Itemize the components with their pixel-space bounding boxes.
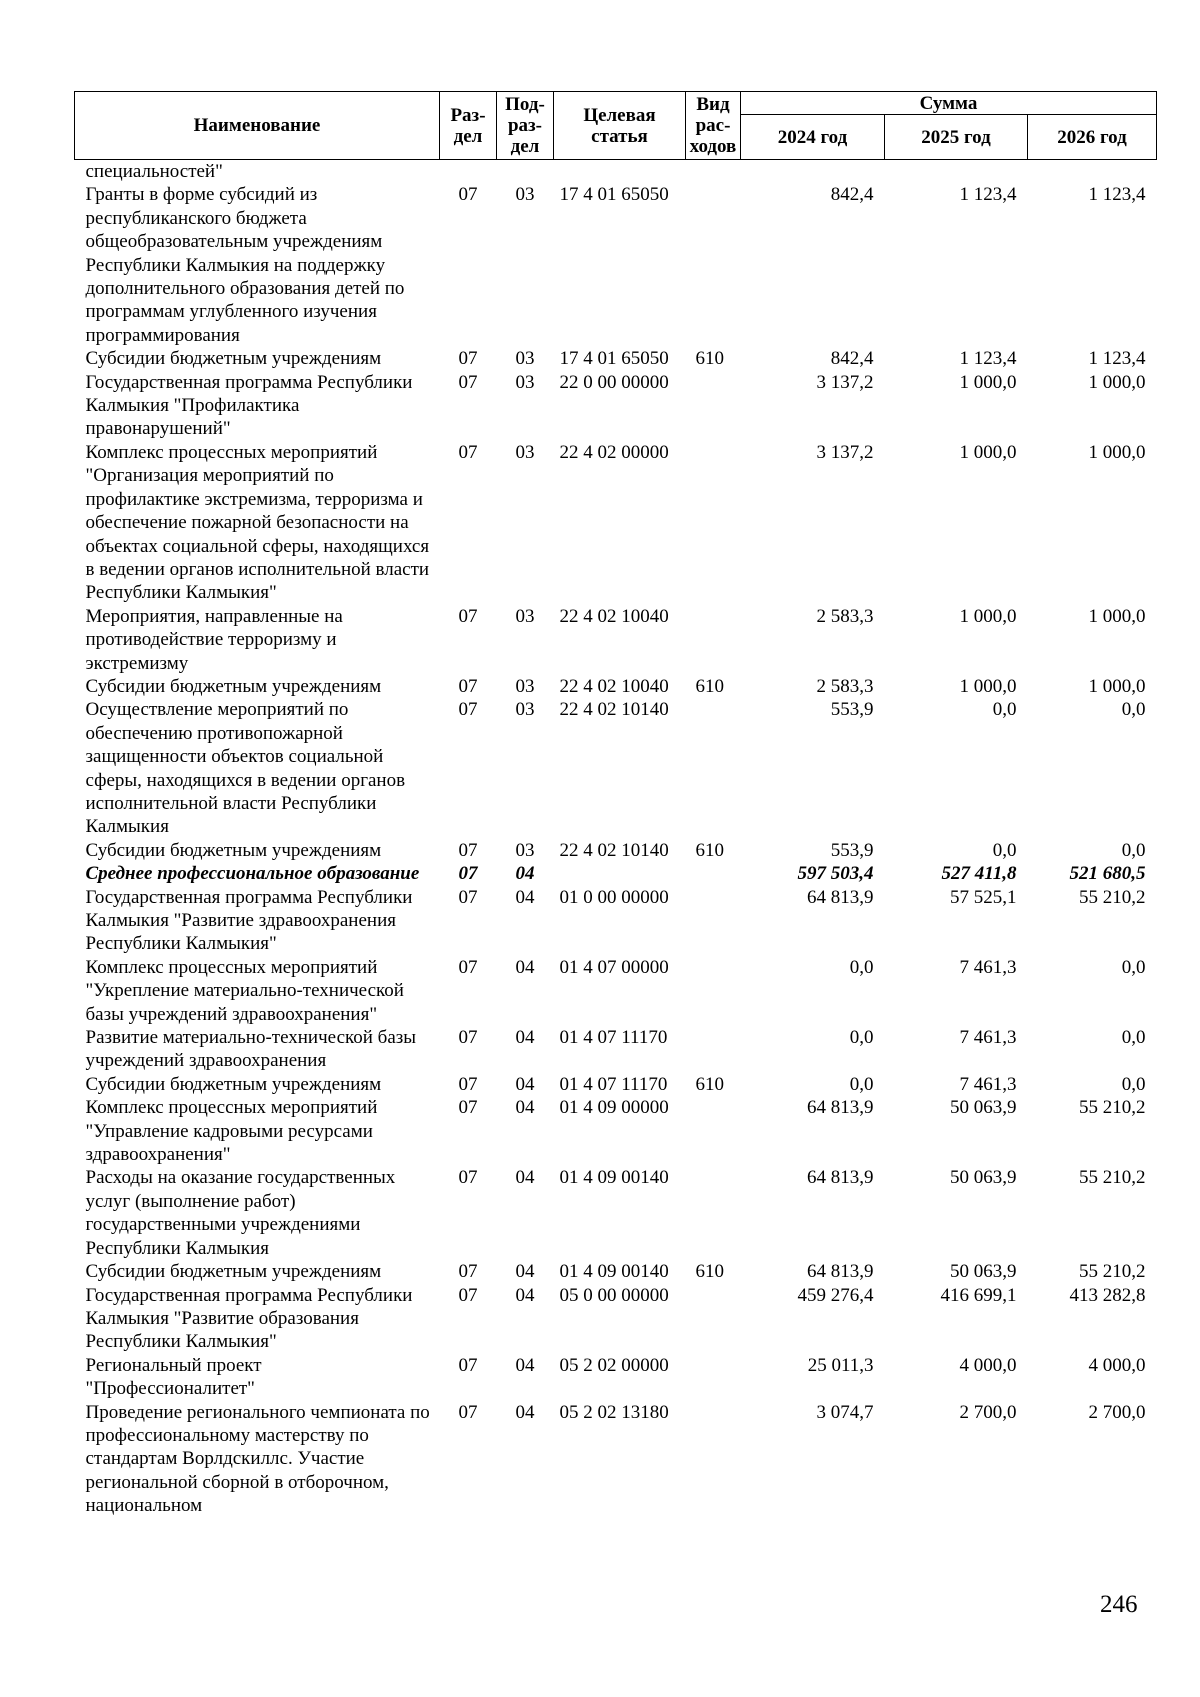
row-target-article: 22 4 02 10140 bbox=[559, 839, 669, 861]
header-year-2025: 2025 год bbox=[885, 115, 1028, 160]
row-expense-type bbox=[686, 1096, 741, 1166]
table-row bbox=[75, 1260, 1157, 1283]
row-expense-type bbox=[686, 886, 741, 956]
row-sum-2024: 64 813,9 bbox=[807, 1167, 874, 1189]
row-sum-2026: 0,0 bbox=[1121, 1073, 1146, 1095]
row-target-article: 01 4 09 00000 bbox=[559, 1097, 669, 1119]
row-name: специальностей" bbox=[85, 161, 223, 182]
header-expense-type: Вид рас- ходов bbox=[686, 92, 741, 160]
row-sum-2026: 55 210,2 bbox=[1079, 886, 1146, 908]
row-expense-type: 610 bbox=[695, 839, 724, 861]
row-sum-2026: 0,0 bbox=[1121, 1027, 1146, 1049]
row-sum-2026: 1 000,0 bbox=[1088, 675, 1146, 697]
row-target-article: 01 4 09 00140 bbox=[559, 1261, 669, 1283]
row-target-article: 01 4 09 00140 bbox=[559, 1167, 669, 1189]
row-name: Региональный проект "Профессионалитет" bbox=[85, 1354, 262, 1400]
row-sum-2024: 64 813,9 bbox=[807, 1261, 874, 1283]
row-sum-2025: 1 000,0 bbox=[959, 371, 1017, 393]
row-sum-2024: 2 583,3 bbox=[816, 605, 874, 627]
row-podrazdel: 04 bbox=[515, 956, 535, 978]
row-name: Субсидии бюджетным учреждениям bbox=[85, 1261, 382, 1283]
header-year-2026: 2026 год bbox=[1028, 115, 1157, 160]
row-name: Среднее профессиональное образование bbox=[85, 863, 420, 885]
row-razdel: 07 bbox=[458, 1401, 478, 1423]
row-razdel: 07 bbox=[458, 1097, 478, 1119]
row-sum-2024: 64 813,9 bbox=[807, 1097, 874, 1119]
row-sum-2026: 55 210,2 bbox=[1079, 1167, 1146, 1189]
row-sum-2025: 50 063,9 bbox=[950, 1167, 1017, 1189]
table-row bbox=[75, 1354, 1157, 1401]
row-expense-type bbox=[686, 862, 741, 885]
row-sum-2026: 0,0 bbox=[1121, 839, 1146, 861]
row-name: Комплекс процессных мероприятий "Укрепление материально-технической базы учреждений здравоохранения" bbox=[85, 956, 404, 1025]
row-name: Субсидии бюджетным учреждениям bbox=[85, 348, 382, 370]
header-name: Наименование bbox=[75, 92, 440, 160]
row-expense-type bbox=[686, 441, 741, 605]
row-sum-2025: 4 000,0 bbox=[959, 1354, 1017, 1376]
row-sum-2025: 57 525,1 bbox=[950, 886, 1017, 908]
row-sum-2024: 0,0 bbox=[849, 1027, 874, 1049]
row-target-article: 22 4 02 10040 bbox=[559, 675, 669, 697]
row-sum-2026: 1 000,0 bbox=[1088, 371, 1146, 393]
row-name: Комплекс процессных мероприятий "Управление кадровыми ресурсами здравоохранения" bbox=[85, 1097, 378, 1166]
row-sum-2025: 7 461,3 bbox=[959, 1073, 1017, 1095]
table-row bbox=[75, 886, 1157, 956]
row-name: Государственная программа Республики Калмыкия "Профилактика правонарушений" bbox=[85, 371, 413, 440]
row-sum-2024: 842,4 bbox=[830, 184, 874, 206]
row-podrazdel: 03 bbox=[515, 605, 535, 627]
row-name: Субсидии бюджетным учреждениям bbox=[85, 675, 382, 697]
row-razdel: 07 bbox=[458, 184, 478, 206]
row-podrazdel: 03 bbox=[515, 699, 535, 721]
document-page bbox=[74, 91, 1156, 1518]
row-sum-2024: 553,9 bbox=[830, 699, 874, 721]
row-expense-type bbox=[686, 371, 741, 441]
row-podrazdel: 03 bbox=[515, 839, 535, 861]
row-razdel: 07 bbox=[458, 1354, 478, 1376]
table-row bbox=[75, 347, 1157, 370]
row-target-article: 01 0 00 00000 bbox=[559, 886, 669, 908]
table-row bbox=[75, 1166, 1157, 1260]
row-podrazdel: 03 bbox=[515, 371, 535, 393]
row-name: Государственная программа Республики Калмыкия "Развитие здравоохранения Республики Калмыкия" bbox=[85, 886, 413, 955]
row-name: Проведение регионального чемпионата по профессиональному мастерству по стандартам Ворлдскиллс. Участие региональной сборной в отборочном, национальном bbox=[85, 1401, 430, 1517]
row-sum-2025: 527 411,8 bbox=[941, 863, 1017, 885]
table-body bbox=[75, 160, 1157, 1518]
row-podrazdel: 04 bbox=[515, 1354, 535, 1376]
row-sum-2025: 1 123,4 bbox=[959, 184, 1017, 206]
row-sum-2025: 0,0 bbox=[992, 699, 1017, 721]
row-sum-2024: 3 137,2 bbox=[816, 441, 874, 463]
row-razdel: 07 bbox=[458, 1073, 478, 1095]
row-sum-2026: 1 123,4 bbox=[1088, 184, 1146, 206]
row-target-article: 01 4 07 11170 bbox=[559, 1027, 668, 1049]
row-podrazdel: 03 bbox=[515, 184, 535, 206]
row-sum-2024: 25 011,3 bbox=[807, 1354, 874, 1376]
row-razdel: 07 bbox=[458, 1284, 478, 1306]
row-expense-type bbox=[686, 1166, 741, 1260]
row-razdel: 07 bbox=[458, 371, 478, 393]
row-sum-2024: 0,0 bbox=[849, 956, 874, 978]
budget-table bbox=[74, 91, 1157, 1518]
row-expense-type: 610 bbox=[695, 1261, 724, 1283]
table-row bbox=[75, 1284, 1157, 1354]
row-razdel: 07 bbox=[458, 956, 478, 978]
table-row bbox=[75, 441, 1157, 605]
row-sum-2025: 2 700,0 bbox=[959, 1401, 1017, 1423]
row-target-article: 05 2 02 13180 bbox=[559, 1401, 669, 1423]
row-name: Мероприятия, направленные на противодействие терроризму и экстремизму bbox=[85, 605, 343, 674]
row-target-article: 17 4 01 65050 bbox=[559, 184, 669, 206]
row-sum-2024: 553,9 bbox=[830, 839, 874, 861]
row-sum-2026: 55 210,2 bbox=[1079, 1097, 1146, 1119]
table-row bbox=[75, 956, 1157, 1026]
row-sum-2025: 1 000,0 bbox=[959, 675, 1017, 697]
row-sum-2025: 1 123,4 bbox=[959, 348, 1017, 370]
row-target-article: 22 4 02 00000 bbox=[559, 441, 669, 463]
row-razdel: 07 bbox=[458, 863, 478, 885]
table-row bbox=[75, 862, 1157, 885]
row-name: Развитие материально-технической базы учреждений здравоохранения bbox=[85, 1027, 417, 1072]
row-target-article: 17 4 01 65050 bbox=[559, 348, 669, 370]
table-row bbox=[75, 605, 1157, 675]
row-razdel: 07 bbox=[458, 699, 478, 721]
row-razdel: 07 bbox=[458, 441, 478, 463]
row-sum-2026: 0,0 bbox=[1121, 956, 1146, 978]
row-razdel: 07 bbox=[458, 605, 478, 627]
row-target-article: 22 0 00 00000 bbox=[559, 371, 669, 393]
row-sum-2026: 521 680,5 bbox=[1069, 863, 1146, 885]
row-expense-type: 610 bbox=[695, 348, 724, 370]
row-sum-2025 bbox=[885, 160, 1028, 184]
table-row bbox=[75, 160, 1157, 184]
row-podrazdel: 04 bbox=[515, 886, 535, 908]
row-podrazdel: 04 bbox=[515, 863, 535, 885]
row-expense-type: 610 bbox=[695, 675, 724, 697]
table-row bbox=[75, 1401, 1157, 1518]
row-razdel: 07 bbox=[458, 348, 478, 370]
row-expense-type bbox=[686, 605, 741, 675]
table-row bbox=[75, 183, 1157, 347]
row-podrazdel: 03 bbox=[515, 348, 535, 370]
row-expense-type bbox=[686, 1354, 741, 1401]
row-expense-type bbox=[686, 1284, 741, 1354]
row-expense-type bbox=[686, 698, 741, 838]
row-name: Субсидии бюджетным учреждениям bbox=[85, 839, 382, 861]
row-sum-2024 bbox=[741, 160, 885, 184]
row-razdel: 07 bbox=[458, 1167, 478, 1189]
table-row bbox=[75, 1096, 1157, 1166]
row-razdel: 07 bbox=[458, 839, 478, 861]
row-sum-2025: 50 063,9 bbox=[950, 1261, 1017, 1283]
row-podrazdel: 04 bbox=[515, 1284, 535, 1306]
row-target-article bbox=[554, 160, 686, 184]
row-name: Расходы на оказание государственных услуг (выполнение работ) государственными учреждениями Республики Калмыкия bbox=[85, 1167, 396, 1259]
row-razdel bbox=[440, 160, 497, 184]
row-sum-2026: 55 210,2 bbox=[1079, 1261, 1146, 1283]
row-expense-type bbox=[686, 160, 741, 184]
row-podrazdel: 04 bbox=[515, 1027, 535, 1049]
table-header bbox=[75, 92, 1157, 160]
row-podrazdel: 04 bbox=[515, 1261, 535, 1283]
row-name: Комплекс процессных мероприятий "Организация мероприятий по профилактике экстремизма, терроризма и обеспечение пожарной безопасности на объектах социальной сферы, находящихся в ведении органов исполнительной власти Республики Калмыкия" bbox=[85, 441, 430, 604]
table-row bbox=[75, 1073, 1157, 1096]
header-podrazdel: Под- раз- дел bbox=[497, 92, 554, 160]
row-sum-2024: 597 503,4 bbox=[797, 863, 874, 885]
row-sum-2025: 1 000,0 bbox=[959, 605, 1017, 627]
row-sum-2025: 416 699,1 bbox=[940, 1284, 1017, 1306]
row-sum-2024: 459 276,4 bbox=[797, 1284, 874, 1306]
row-sum-2024: 0,0 bbox=[849, 1073, 874, 1095]
row-sum-2026 bbox=[1028, 160, 1157, 184]
row-sum-2026: 2 700,0 bbox=[1088, 1401, 1146, 1423]
row-target-article: 22 4 02 10040 bbox=[559, 605, 669, 627]
table-row bbox=[75, 371, 1157, 441]
row-name: Осуществление мероприятий по обеспечению противопожарной защищенности объектов социальной сферы, находящихся в ведении органов исполнительной власти Республики Калмыкия bbox=[85, 699, 406, 838]
table-row bbox=[75, 1026, 1157, 1073]
table-row bbox=[75, 698, 1157, 838]
row-podrazdel bbox=[497, 160, 554, 184]
row-sum-2024: 842,4 bbox=[830, 348, 874, 370]
row-sum-2024: 64 813,9 bbox=[807, 886, 874, 908]
row-expense-type: 610 bbox=[695, 1073, 724, 1095]
row-name: Государственная программа Республики Калмыкия "Развитие образования Республики Калмыкия" bbox=[85, 1284, 413, 1353]
row-podrazdel: 03 bbox=[515, 441, 535, 463]
row-sum-2026: 1 123,4 bbox=[1088, 348, 1146, 370]
row-sum-2025: 7 461,3 bbox=[959, 956, 1017, 978]
row-podrazdel: 03 bbox=[515, 675, 535, 697]
header-sum: Сумма bbox=[741, 92, 1157, 115]
row-target-article: 05 0 00 00000 bbox=[559, 1284, 669, 1306]
row-sum-2024: 3 137,2 bbox=[816, 371, 874, 393]
row-razdel: 07 bbox=[458, 1027, 478, 1049]
row-razdel: 07 bbox=[458, 1261, 478, 1283]
row-target-article: 01 4 07 11170 bbox=[559, 1073, 668, 1095]
row-razdel: 07 bbox=[458, 886, 478, 908]
row-sum-2026: 0,0 bbox=[1121, 699, 1146, 721]
page-number: 246 bbox=[1100, 1591, 1138, 1618]
row-razdel: 07 bbox=[458, 675, 478, 697]
header-target-article: Целевая статья bbox=[554, 92, 686, 160]
row-podrazdel: 04 bbox=[515, 1097, 535, 1119]
table-row bbox=[75, 675, 1157, 698]
row-podrazdel: 04 bbox=[515, 1073, 535, 1095]
row-target-article bbox=[554, 862, 686, 885]
row-sum-2025: 7 461,3 bbox=[959, 1027, 1017, 1049]
row-target-article: 22 4 02 10140 bbox=[559, 699, 669, 721]
row-expense-type bbox=[686, 1401, 741, 1518]
row-sum-2024: 3 074,7 bbox=[816, 1401, 874, 1423]
table-row bbox=[75, 839, 1157, 862]
row-sum-2025: 0,0 bbox=[992, 839, 1017, 861]
row-sum-2026: 1 000,0 bbox=[1088, 605, 1146, 627]
row-name: Субсидии бюджетным учреждениям bbox=[85, 1073, 382, 1095]
row-sum-2025: 50 063,9 bbox=[950, 1097, 1017, 1119]
row-target-article: 05 2 02 00000 bbox=[559, 1354, 669, 1376]
row-target-article: 01 4 07 00000 bbox=[559, 956, 669, 978]
row-name: Гранты в форме субсидий из республиканского бюджета общеобразовательным учреждениям Республики Калмыкия на поддержку дополнительного образования детей по программам углубленного изучения программирования bbox=[85, 184, 405, 346]
row-expense-type bbox=[686, 956, 741, 1026]
row-sum-2024: 2 583,3 bbox=[816, 675, 874, 697]
row-podrazdel: 04 bbox=[515, 1401, 535, 1423]
row-sum-2025: 1 000,0 bbox=[959, 441, 1017, 463]
row-sum-2026: 4 000,0 bbox=[1088, 1354, 1146, 1376]
row-expense-type bbox=[686, 1026, 741, 1073]
header-year-2024: 2024 год bbox=[741, 115, 885, 160]
row-sum-2026: 1 000,0 bbox=[1088, 441, 1146, 463]
row-podrazdel: 04 bbox=[515, 1167, 535, 1189]
header-razdel: Раз- дел bbox=[440, 92, 497, 160]
row-sum-2026: 413 282,8 bbox=[1069, 1284, 1146, 1306]
row-expense-type bbox=[686, 183, 741, 347]
